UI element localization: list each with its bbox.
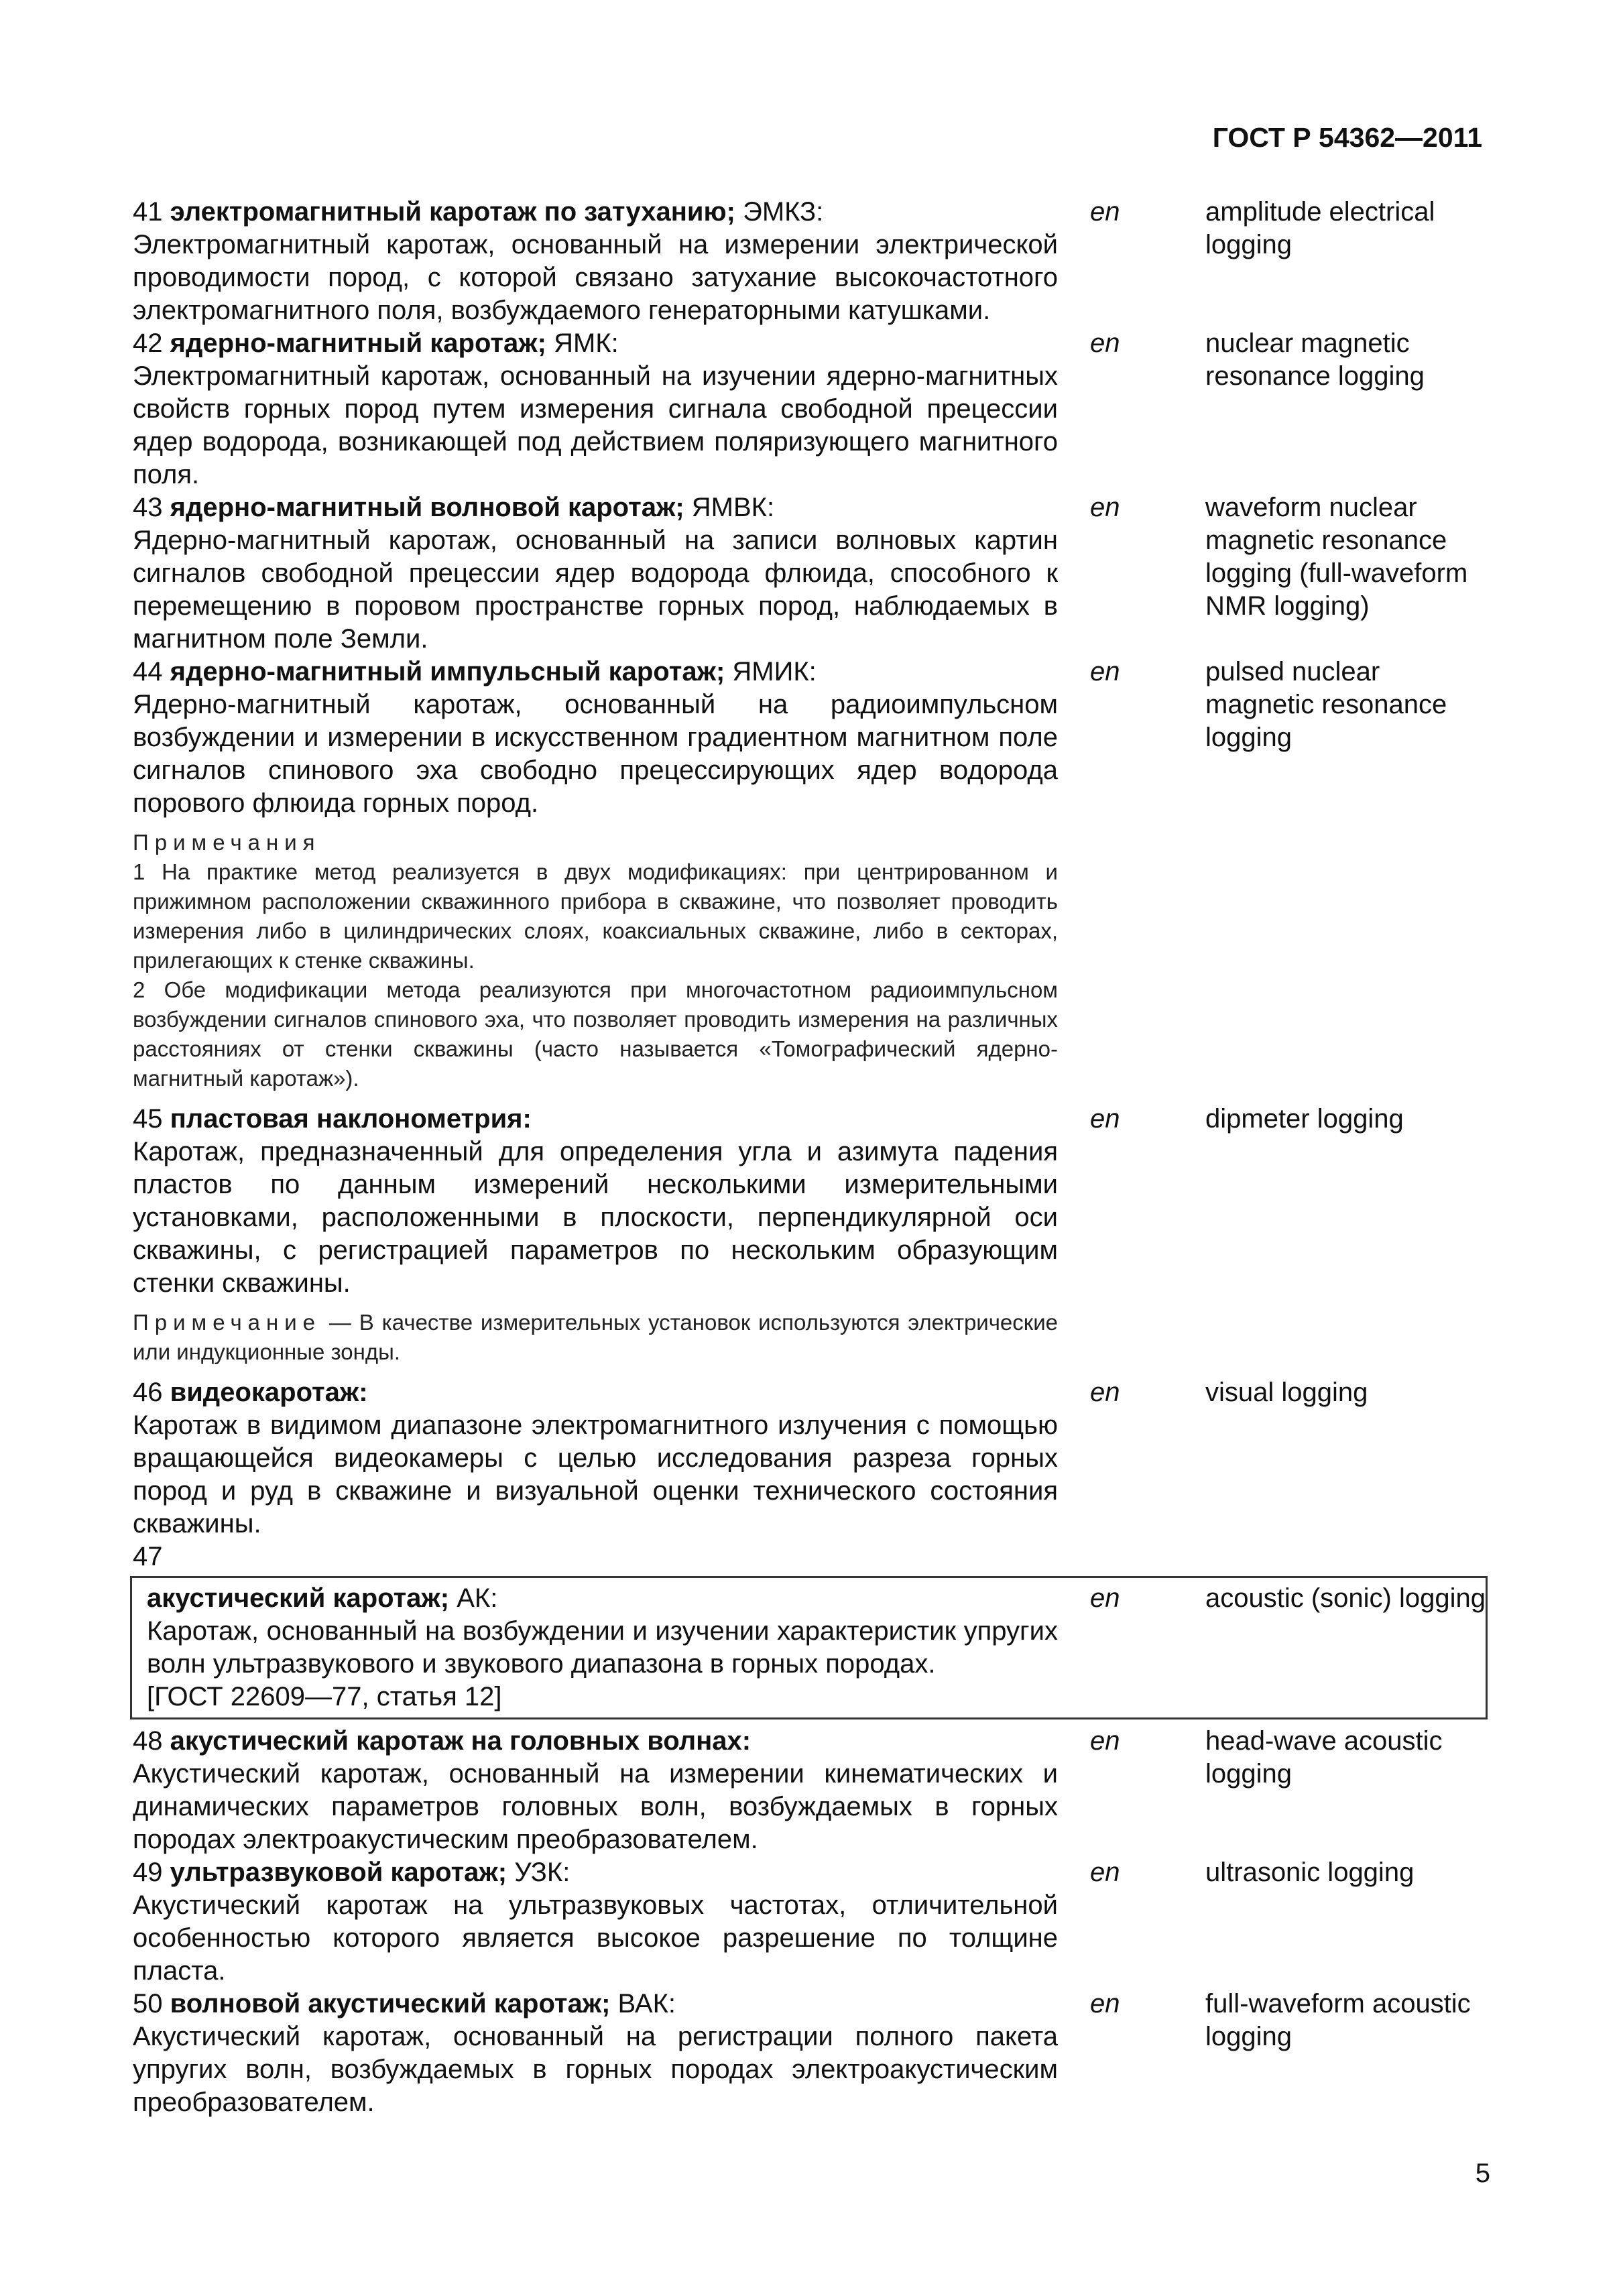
term-name: ультразвуковой каротаж; [170, 1858, 507, 1887]
english-equivalent: amplitude electrical logging [1205, 197, 1435, 259]
term-abbreviation: ЯМИК: [732, 657, 817, 686]
note-item: 1 На практике метод реализуется в двух модификациях: при центрированном и прижимном расположении скважинного прибора в скважине, что позволяет проводить измерения либо в цилиндрических слоях, коаксиальных скважине, либо в секторах, прилегающих к стенке скважины. [133, 859, 1058, 973]
term-ru-column [133, 327, 1058, 491]
term-entry-46 [133, 1376, 1494, 1540]
term-definition: Электромагнитный каротаж, основанный на изучении ядерно-магнитных свойств горных пород путем измерения сигнала свободной прецессии ядер водорода, возникающей под действием поляризующего магнитного поля. [133, 361, 1058, 489]
term-ru-column [133, 656, 1058, 820]
term-ru-column [133, 196, 1058, 327]
term-abbreviation: ЯМК: [554, 328, 619, 358]
note-block [133, 1308, 1058, 1367]
term-entry-47-boxed [130, 1576, 1488, 1719]
term-ru-column [133, 1376, 1058, 1540]
term-abbreviation: УЗК: [514, 1858, 570, 1887]
term-definition: Ядерно-магнитный каротаж, основанный на радиоимпульсном возбуждении и измерении в искусственном градиентном магнитном поле сигналов спинового эха свободно прецессирующих ядер водорода порового флюида горных пород. [133, 690, 1058, 818]
note-item: 2 Обе модификации метода реализуются при многочастотном радиоимпульсном возбуждении сигналов спинового эха, что позволяет проводить измерения на различных расстояниях от стенки скважины (часто называется «Томографический ядерно-магнитный каротаж»). [133, 977, 1058, 1091]
term-name: ядерно-магнитный импульсный каротаж; [170, 657, 725, 686]
language-marker: en [1090, 1378, 1120, 1407]
term-number: 45 [133, 1104, 163, 1134]
term-definition: Каротаж, предназначенный для определения угла и азимута падения пластов по данным измерений несколькими измерительными установками, расположенными в плоскости, перпендикулярной оси скважины, с регистрацией параметров по нескольким образующим стенки скважины. [133, 1137, 1058, 1298]
english-equivalent: ultrasonic logging [1205, 1858, 1415, 1887]
term-ru-column [133, 1856, 1058, 1988]
note-heading: Примечание [133, 1310, 322, 1335]
term-ru-column [133, 1725, 1058, 1856]
term-number: 48 [133, 1726, 163, 1756]
term-number: 50 [133, 1989, 163, 2018]
language-marker: en [1090, 1104, 1120, 1134]
term-name: электромагнитный каротаж по затуханию; [170, 197, 735, 227]
term-ru-column [133, 491, 1058, 656]
term-abbreviation: ЭМКЗ: [743, 197, 824, 227]
term-ru-column [147, 1582, 1058, 1713]
term-abbreviation: ЯМВК: [691, 493, 775, 522]
language-marker: en [1090, 1858, 1120, 1887]
language-marker: en [1090, 1989, 1120, 2018]
term-heading [133, 327, 1058, 360]
language-marker: en [1090, 1726, 1120, 1756]
term-definition: Акустический каротаж на ультразвуковых частотах, отличительной особенностью которого является высокое разрешение по толщине пласта. [133, 1890, 1058, 1986]
english-equivalent: visual logging [1205, 1378, 1368, 1407]
english-equivalent: pulsed nuclear magnetic resonance logging [1205, 657, 1447, 752]
term-heading [133, 1856, 1058, 1889]
language-marker: en [1090, 328, 1120, 358]
term-definition: Электромагнитный каротаж, основанный на измерении электрической проводимости пород, с которой связано затухание высокочастотного электромагнитного поля, возбуждаемого генераторными катушками. [133, 230, 1058, 325]
term-abbreviation: ВАК: [617, 1989, 676, 2018]
term-entry-43 [133, 491, 1494, 656]
english-equivalent: acoustic (sonic) logging [1205, 1583, 1486, 1613]
term-number: 42 [133, 328, 163, 358]
term-entry-42 [133, 327, 1494, 491]
term-reference: [ГОСТ 22609—77, статья 12] [147, 1682, 502, 1711]
term-heading [133, 1376, 1058, 1409]
term-heading [133, 1988, 1058, 2020]
term-entry-41 [133, 196, 1494, 327]
terms-list [133, 196, 1494, 2119]
term-name: пластовая наклонометрия: [170, 1104, 532, 1134]
term-entry-45 [133, 1103, 1494, 1300]
term-definition: Акустический каротаж, основанный на регистрации полного пакета упругих волн, возбуждаемых в горных породах электроакустическим преобразователем. [133, 2022, 1058, 2117]
term-heading [147, 1582, 1058, 1615]
term-definition: Каротаж в видимом диапазоне электромагнитного излучения с помощью вращающейся видеокамеры с целью исследования разреза горных пород и руд в скважине и визуальной оценки технического состояния скважины. [133, 1410, 1058, 1538]
language-marker: en [1090, 197, 1120, 227]
term-definition: Ядерно-магнитный каротаж, основанный на записи волновых картин сигналов свободной прецессии ядер водорода флюида, способного к перемещению в поровом пространстве горных пород, наблюдаемых в магнитном поле Земли. [133, 526, 1058, 654]
term-number: 44 [133, 657, 163, 686]
term-number-47: 47 [133, 1542, 163, 1571]
term-heading [133, 196, 1058, 229]
term-name: ядерно-магнитный каротаж; [170, 328, 546, 358]
note-text: — В качестве измерительных установок используются электрические или индукционные зонды. [133, 1310, 1058, 1364]
term-number: 49 [133, 1858, 163, 1887]
term-abbreviation: АК: [457, 1583, 498, 1613]
english-equivalent: dipmeter logging [1205, 1104, 1404, 1134]
term-number: 46 [133, 1378, 163, 1407]
term-name: волновой акустический каротаж; [170, 1989, 611, 2018]
term-heading [133, 656, 1058, 688]
term-ru-column [133, 1103, 1058, 1300]
language-marker: en [1090, 657, 1120, 686]
english-equivalent: waveform nuclear magnetic resonance logging (full-waveform NMR logging) [1205, 493, 1468, 621]
term-name: акустический каротаж на головных волнах: [170, 1726, 752, 1756]
language-marker: en [1090, 1583, 1120, 1613]
term-number: 41 [133, 197, 163, 227]
term-name: видеокаротаж: [170, 1378, 368, 1407]
english-equivalent: full-waveform acoustic logging [1205, 1989, 1471, 2051]
language-marker: en [1090, 493, 1120, 522]
term-ru-column [133, 1988, 1058, 2119]
term-number: 43 [133, 493, 163, 522]
term-definition: Каротаж, основанный на возбуждении и изучении характеристик упругих волн ультразвукового и звукового диапазона в горных породах. [147, 1616, 1058, 1679]
page-number: 5 [1475, 2159, 1490, 2188]
term-entry-50 [133, 1988, 1494, 2119]
term-definition: Акустический каротаж, основанный на измерении кинематических и динамических параметров головных волн, возбуждаемых в горных породах электроакустическим преобразователем. [133, 1759, 1058, 1854]
standard-designation: ГОСТ Р 54362—2011 [1212, 122, 1482, 153]
term-entry-48 [133, 1725, 1494, 1856]
term-name: акустический каротаж; [147, 1583, 450, 1613]
notes-block [133, 828, 1058, 1093]
term-heading [133, 1103, 1058, 1136]
term-entry-44 [133, 656, 1494, 820]
english-equivalent: head-wave acoustic logging [1205, 1726, 1443, 1789]
notes-heading: Примечания [133, 830, 321, 855]
term-heading [133, 491, 1058, 524]
term-name: ядерно-магнитный волновой каротаж; [170, 493, 684, 522]
term-entry-49 [133, 1856, 1494, 1988]
english-equivalent: nuclear magnetic resonance logging [1205, 328, 1425, 391]
term-heading [133, 1725, 1058, 1758]
